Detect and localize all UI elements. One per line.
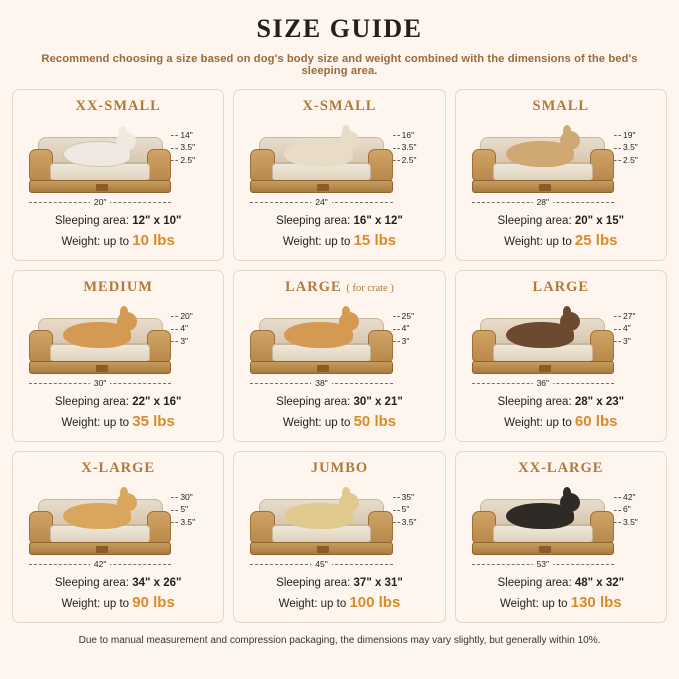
dimension-value: 3" bbox=[401, 335, 410, 346]
height-dimensions bbox=[614, 493, 658, 530]
dimension-value: 20" bbox=[90, 197, 110, 207]
size-card bbox=[233, 270, 445, 442]
dimension-value: 4" bbox=[180, 323, 189, 334]
dimension-mid-height bbox=[393, 324, 437, 333]
dimension-overall-height bbox=[393, 493, 437, 502]
width-dimension bbox=[29, 197, 171, 207]
dimension-value: 35" bbox=[401, 492, 415, 502]
bed-right-bolster bbox=[590, 149, 614, 183]
bed-brand-tag bbox=[96, 184, 108, 191]
dog-figure bbox=[63, 322, 131, 348]
dimension-low-height bbox=[614, 337, 658, 346]
dog-ear bbox=[342, 125, 350, 136]
bed-illustration bbox=[240, 479, 438, 571]
dog-bed-graphic bbox=[472, 499, 614, 555]
bed-illustration bbox=[462, 117, 660, 209]
sleeping-area-label: Sleeping area: bbox=[54, 577, 133, 589]
sleeping-area-value: 22" x 16" bbox=[132, 396, 182, 408]
dimension-value: 16" bbox=[401, 130, 415, 140]
bed-right-bolster bbox=[590, 330, 614, 364]
page-subtitle: Recommend choosing a size based on dog's body size and weight combined with the dimensions of the bed's sleeping area. bbox=[41, 53, 638, 77]
size-card bbox=[233, 89, 445, 261]
dog-figure bbox=[284, 322, 352, 348]
sleeping-area-label: Sleeping area: bbox=[276, 215, 354, 227]
dimension-overall-height bbox=[393, 312, 437, 321]
height-dimensions bbox=[614, 131, 658, 168]
sleeping-area-line bbox=[276, 394, 403, 411]
sleeping-area-value: 37" x 31" bbox=[353, 577, 403, 589]
weight-value: 50 lbs bbox=[353, 413, 397, 431]
height-dimensions bbox=[171, 312, 215, 349]
dimension-value: 36" bbox=[533, 378, 553, 388]
weight-line bbox=[279, 592, 401, 614]
size-card-title bbox=[303, 98, 377, 115]
sleeping-area-line bbox=[55, 394, 182, 411]
weight-value: 15 lbs bbox=[353, 232, 397, 250]
dog-bed-graphic bbox=[29, 499, 171, 555]
width-dimension bbox=[472, 378, 614, 388]
dog-figure bbox=[63, 141, 131, 167]
height-dimensions bbox=[393, 312, 437, 349]
bed-right-bolster bbox=[368, 330, 392, 364]
dog-ear bbox=[120, 487, 128, 498]
height-dimensions bbox=[171, 493, 215, 530]
dimension-value: 2.5" bbox=[622, 154, 638, 165]
weight-label: Weight: up to bbox=[504, 236, 575, 249]
sleeping-area-line bbox=[55, 575, 182, 592]
dog-ear bbox=[563, 306, 571, 317]
bed-illustration bbox=[19, 117, 217, 209]
height-dimensions bbox=[393, 131, 437, 168]
size-name: XX-LARGE bbox=[518, 460, 604, 476]
size-card-title bbox=[75, 98, 160, 115]
sleeping-area-line bbox=[497, 394, 624, 411]
weight-line bbox=[504, 411, 617, 433]
size-card-title bbox=[285, 279, 394, 296]
bed-illustration bbox=[240, 117, 438, 209]
height-dimensions bbox=[393, 493, 437, 530]
weight-label: Weight: up to bbox=[282, 417, 354, 430]
bed-illustration bbox=[19, 298, 217, 390]
size-card bbox=[12, 89, 224, 261]
dimension-low-height bbox=[171, 156, 215, 165]
dimension-low-height bbox=[171, 518, 215, 527]
dimension-mid-height bbox=[171, 324, 215, 333]
weight-label: Weight: up to bbox=[282, 236, 354, 249]
dimension-mid-height bbox=[393, 143, 437, 152]
bed-brand-tag bbox=[96, 546, 108, 553]
width-dimension bbox=[250, 559, 392, 569]
dimension-value: 5" bbox=[401, 504, 410, 515]
bed-left-bolster bbox=[250, 149, 274, 183]
sleeping-area-value: 30" x 21" bbox=[353, 396, 403, 408]
dog-figure bbox=[284, 503, 352, 529]
dog-bed-graphic bbox=[250, 499, 392, 555]
size-card bbox=[455, 89, 667, 261]
sleeping-area-label: Sleeping area: bbox=[497, 396, 575, 408]
sleeping-area-line bbox=[497, 575, 624, 592]
dimension-low-height bbox=[614, 156, 658, 165]
width-dimension bbox=[472, 197, 614, 207]
dimension-value: 4" bbox=[622, 323, 631, 334]
width-dimension bbox=[472, 559, 614, 569]
sleeping-area-value: 34" x 26" bbox=[132, 577, 182, 589]
size-card-title bbox=[518, 460, 603, 477]
width-dimension bbox=[250, 197, 392, 207]
dimension-value: 20" bbox=[180, 311, 193, 321]
dimension-value: 53" bbox=[533, 559, 553, 569]
dog-figure bbox=[63, 503, 131, 529]
weight-value: 100 lbs bbox=[349, 594, 401, 612]
dimension-value: 24" bbox=[311, 197, 331, 207]
bed-illustration bbox=[462, 479, 660, 571]
page-title: SIZE GUIDE bbox=[256, 14, 423, 43]
dimension-value: 2.5" bbox=[401, 154, 417, 165]
dog-ear bbox=[342, 306, 350, 317]
dimension-mid-height bbox=[171, 505, 215, 514]
size-name: X-LARGE bbox=[81, 460, 156, 476]
dimension-value: 30" bbox=[90, 378, 110, 388]
dimension-value: 3.5" bbox=[622, 142, 638, 153]
bed-brand-tag bbox=[317, 365, 329, 372]
dimension-value: 19" bbox=[622, 130, 636, 140]
dog-bed-graphic bbox=[29, 137, 171, 193]
dimension-overall-height bbox=[171, 493, 215, 502]
dimension-value: 42" bbox=[622, 492, 636, 502]
size-name: LARGE bbox=[532, 279, 590, 295]
bed-right-bolster bbox=[147, 149, 171, 183]
dimension-value: 2.5" bbox=[180, 154, 196, 165]
bed-brand-tag bbox=[539, 184, 551, 191]
size-card bbox=[455, 451, 667, 623]
bed-left-bolster bbox=[250, 330, 274, 364]
dimension-value: 3.5" bbox=[401, 516, 417, 527]
width-dimension bbox=[29, 559, 171, 569]
size-note: ( for crate ) bbox=[346, 283, 394, 294]
dimension-overall-height bbox=[614, 131, 658, 140]
dog-bed-graphic bbox=[472, 137, 614, 193]
width-dimension bbox=[29, 378, 171, 388]
dog-figure bbox=[506, 141, 574, 167]
weight-line bbox=[283, 411, 396, 433]
sleeping-area-value: 16" x 12" bbox=[353, 215, 403, 227]
size-card bbox=[233, 451, 445, 623]
bed-brand-tag bbox=[539, 546, 551, 553]
size-name: X-SMALL bbox=[302, 98, 377, 114]
sleeping-area-label: Sleeping area: bbox=[497, 577, 575, 589]
size-card-grid bbox=[0, 77, 679, 623]
size-card-title bbox=[83, 279, 153, 296]
weight-line bbox=[62, 230, 175, 252]
dimension-value: 6" bbox=[622, 504, 631, 515]
dimension-value: 3.5" bbox=[180, 142, 196, 153]
dimension-value: 3" bbox=[180, 335, 189, 346]
dimension-overall-height bbox=[614, 312, 658, 321]
size-card-title bbox=[533, 98, 590, 115]
dimension-value: 3.5" bbox=[401, 142, 417, 153]
bed-brand-tag bbox=[317, 184, 329, 191]
bed-left-bolster bbox=[250, 511, 274, 545]
dog-ear bbox=[563, 125, 571, 136]
dimension-value: 25" bbox=[401, 311, 415, 321]
size-card bbox=[455, 270, 667, 442]
weight-label: Weight: up to bbox=[504, 417, 575, 430]
bed-brand-tag bbox=[539, 365, 551, 372]
size-name: LARGE bbox=[285, 279, 342, 295]
weight-value: 10 lbs bbox=[132, 232, 175, 250]
bed-illustration bbox=[462, 298, 660, 390]
weight-line bbox=[62, 592, 175, 614]
weight-value: 130 lbs bbox=[570, 594, 622, 612]
weight-label: Weight: up to bbox=[278, 598, 350, 611]
bed-brand-tag bbox=[96, 365, 108, 372]
sleeping-area-line bbox=[497, 213, 624, 230]
dog-ear bbox=[119, 126, 127, 137]
height-dimensions bbox=[614, 312, 658, 349]
dimension-low-height bbox=[393, 337, 437, 346]
sleeping-area-line bbox=[276, 213, 403, 230]
dimension-value: 27" bbox=[622, 311, 636, 321]
dimension-value: 3.5" bbox=[622, 516, 638, 527]
weight-label: Weight: up to bbox=[61, 598, 133, 611]
bed-illustration bbox=[19, 479, 217, 571]
dimension-value: 3.5" bbox=[180, 516, 196, 527]
width-dimension bbox=[250, 378, 392, 388]
size-card bbox=[12, 270, 224, 442]
dimension-low-height bbox=[393, 156, 437, 165]
weight-line bbox=[500, 592, 622, 614]
size-name: XX-SMALL bbox=[75, 98, 161, 114]
dimension-value: 30" bbox=[180, 492, 193, 502]
dimension-mid-height bbox=[171, 143, 215, 152]
dog-bed-graphic bbox=[472, 318, 614, 374]
sleeping-area-label: Sleeping area: bbox=[54, 396, 133, 408]
weight-value: 25 lbs bbox=[574, 232, 618, 250]
bed-right-bolster bbox=[368, 149, 392, 183]
bed-illustration bbox=[240, 298, 438, 390]
dimension-value: 5" bbox=[180, 504, 189, 515]
weight-label: Weight: up to bbox=[61, 236, 133, 249]
dog-bed-graphic bbox=[250, 318, 392, 374]
size-name: MEDIUM bbox=[83, 279, 153, 295]
size-card-title bbox=[81, 460, 155, 477]
dog-figure bbox=[506, 322, 574, 348]
dimension-mid-height bbox=[393, 505, 437, 514]
sleeping-area-line bbox=[55, 213, 182, 230]
sleeping-area-value: 20" x 15" bbox=[574, 215, 625, 227]
height-dimensions bbox=[171, 131, 215, 168]
sleeping-area-value: 28" x 23" bbox=[574, 396, 625, 408]
sleeping-area-value: 12" x 10" bbox=[132, 215, 182, 227]
dimension-overall-height bbox=[393, 131, 437, 140]
dimension-value: 28" bbox=[533, 197, 553, 207]
dimension-mid-height bbox=[614, 143, 658, 152]
dimension-low-height bbox=[171, 337, 215, 346]
dimension-low-height bbox=[614, 518, 658, 527]
sleeping-area-label: Sleeping area: bbox=[497, 215, 575, 227]
dimension-value: 3" bbox=[622, 335, 631, 346]
size-name: JUMBO bbox=[310, 460, 369, 476]
sleeping-area-label: Sleeping area: bbox=[54, 215, 133, 227]
weight-value: 90 lbs bbox=[132, 594, 175, 612]
bed-brand-tag bbox=[317, 546, 329, 553]
bed-right-bolster bbox=[590, 511, 614, 545]
dimension-overall-height bbox=[171, 131, 215, 140]
dimension-value: 42" bbox=[90, 559, 110, 569]
weight-line bbox=[504, 230, 617, 252]
dog-bed-graphic bbox=[250, 137, 392, 193]
dimension-overall-height bbox=[614, 493, 658, 502]
sleeping-area-label: Sleeping area: bbox=[276, 577, 354, 589]
dimension-value: 45" bbox=[311, 559, 331, 569]
dimension-value: 38" bbox=[311, 378, 331, 388]
dimension-value: 14" bbox=[180, 130, 193, 140]
weight-label: Weight: up to bbox=[61, 417, 133, 430]
dog-figure bbox=[506, 503, 574, 529]
weight-line bbox=[62, 411, 175, 433]
dimension-value: 4" bbox=[401, 323, 410, 334]
weight-value: 35 lbs bbox=[132, 413, 175, 431]
footer-note: Due to manual measurement and compression packaging, the dimensions may vary slightly, but generally within 10%. bbox=[78, 635, 601, 646]
size-card bbox=[12, 451, 224, 623]
dimension-mid-height bbox=[614, 505, 658, 514]
sleeping-area-value: 48" x 32" bbox=[574, 577, 625, 589]
bed-right-bolster bbox=[147, 330, 171, 364]
sleeping-area-label: Sleeping area: bbox=[276, 396, 354, 408]
dimension-low-height bbox=[393, 518, 437, 527]
dog-ear bbox=[342, 487, 350, 498]
bed-right-bolster bbox=[147, 511, 171, 545]
dog-ear bbox=[563, 487, 571, 498]
bed-right-bolster bbox=[368, 511, 392, 545]
size-card-title bbox=[311, 460, 368, 477]
dog-ear bbox=[120, 306, 128, 317]
dimension-mid-height bbox=[614, 324, 658, 333]
dog-figure bbox=[284, 141, 352, 167]
weight-label: Weight: up to bbox=[500, 598, 571, 611]
weight-value: 60 lbs bbox=[574, 413, 618, 431]
dog-bed-graphic bbox=[29, 318, 171, 374]
sleeping-area-line bbox=[276, 575, 403, 592]
size-name: SMALL bbox=[532, 98, 590, 114]
dimension-overall-height bbox=[171, 312, 215, 321]
size-card-title bbox=[533, 279, 590, 296]
weight-line bbox=[283, 230, 396, 252]
